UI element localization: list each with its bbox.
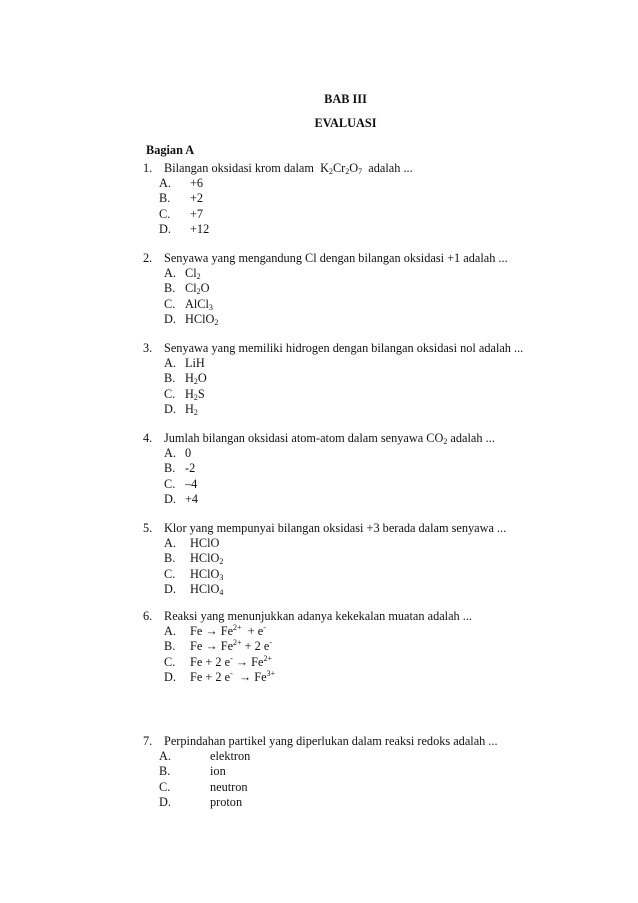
option-letter: A.	[164, 624, 176, 639]
option-letter: B.	[164, 371, 176, 386]
text-run: Fe + 2 e	[190, 654, 231, 669]
text-run: HClO	[185, 311, 215, 326]
option-letter: C.	[164, 386, 176, 401]
option-letter: B.	[164, 461, 176, 476]
option-text	[185, 356, 205, 370]
option-letter: A.	[164, 266, 176, 281]
superscript: 2+	[263, 653, 272, 663]
subscript: 2	[328, 167, 333, 176]
option-text	[185, 281, 210, 295]
text-run: + e	[241, 624, 264, 639]
text-run: Klor yang mempunyai bilangan oksidasi +3 berada dalam senyawa ...	[164, 521, 507, 535]
option-letter: A.	[164, 446, 176, 461]
text-run: +2	[190, 191, 204, 206]
option-text	[190, 536, 219, 550]
subscript: 3	[208, 302, 213, 312]
option-text	[185, 446, 191, 460]
text-run: 0	[185, 446, 192, 461]
question-6	[143, 609, 623, 685]
text-run: neutron	[210, 779, 248, 794]
superscript: -	[269, 638, 272, 648]
superscript: -	[230, 653, 233, 663]
text-run: Fe + 2 e	[190, 669, 231, 684]
text-run: Jumlah bilangan oksidasi atom-atom dalam senyawa CO	[164, 431, 444, 445]
answer-option	[143, 780, 623, 795]
option-letter: C.	[164, 476, 176, 491]
answer-option	[143, 387, 623, 402]
option-letter: B.	[164, 639, 176, 654]
question-text	[143, 161, 623, 176]
answer-option	[143, 655, 623, 670]
subscript: 2	[214, 317, 219, 327]
option-letter: C.	[164, 296, 176, 311]
answer-option	[143, 536, 623, 551]
text-run: H	[185, 401, 194, 416]
option-letter: C.	[159, 206, 171, 221]
option-letter: B.	[159, 764, 171, 779]
option-text	[210, 780, 248, 794]
subscript: 2	[219, 557, 224, 567]
text-run: proton	[210, 794, 243, 809]
subscript: 2	[193, 407, 198, 417]
text-run: Senyawa yang mengandung Cl dengan bilangan oksidasi +1 adalah ...	[164, 251, 508, 265]
option-text	[190, 655, 272, 669]
text-run: +6	[190, 176, 204, 191]
answer-option	[143, 749, 623, 764]
text-run: HClO	[190, 566, 220, 581]
answer-option	[143, 624, 623, 639]
answer-option	[143, 222, 623, 237]
answer-option	[143, 191, 623, 206]
option-text	[185, 312, 218, 326]
text-run: O	[349, 161, 359, 175]
question-text	[143, 609, 623, 624]
option-letter: D.	[164, 491, 176, 506]
text-run: +4	[185, 491, 199, 506]
option-text	[190, 567, 223, 581]
text-run: H	[185, 386, 194, 401]
text-run: Cr	[332, 161, 346, 175]
option-text	[190, 207, 203, 221]
option-letter: B.	[164, 281, 176, 296]
text-run: adalah ...	[362, 161, 413, 175]
subscript: 2	[196, 272, 201, 282]
subscript: 4	[219, 587, 224, 597]
option-text	[185, 402, 198, 416]
answer-option	[143, 670, 623, 685]
question-text	[143, 431, 623, 446]
question-text	[143, 521, 623, 536]
option-text	[210, 795, 242, 809]
question-7	[143, 734, 623, 810]
answer-option	[143, 795, 623, 810]
answer-option	[143, 492, 623, 507]
option-text	[185, 297, 213, 311]
question-5	[143, 521, 623, 597]
superscript: 2+	[233, 638, 242, 648]
option-text	[185, 461, 195, 475]
answer-option	[143, 567, 623, 582]
text-run: elektron	[210, 749, 251, 764]
text-run: Bilangan oksidasi krom dalam K	[164, 161, 329, 175]
option-letter: C.	[159, 779, 171, 794]
subscript: 2	[193, 377, 198, 387]
answer-option	[143, 477, 623, 492]
answer-option	[143, 281, 623, 296]
answer-option	[143, 764, 623, 779]
option-text	[190, 624, 266, 638]
answer-option	[143, 551, 623, 566]
answer-option	[143, 176, 623, 191]
answer-option	[143, 312, 623, 327]
subscript: 3	[219, 572, 224, 582]
option-text	[190, 551, 223, 565]
option-text	[190, 582, 223, 596]
text-run: → Fe	[232, 669, 267, 684]
option-letter: A.	[159, 749, 171, 764]
question-1	[143, 161, 623, 237]
text-run: O	[200, 281, 210, 296]
text-run: –4	[185, 476, 198, 491]
text-run: adalah ...	[447, 431, 495, 445]
option-letter: A.	[164, 536, 176, 551]
text-run: Cl	[185, 266, 197, 281]
text-run: +7	[190, 206, 204, 221]
option-text	[185, 477, 197, 491]
subscript: 2	[443, 437, 448, 446]
option-text	[210, 764, 226, 778]
answer-option	[143, 207, 623, 222]
text-run: H	[185, 371, 194, 386]
section-heading: Bagian A	[146, 143, 195, 157]
answer-option	[143, 446, 623, 461]
text-run: Cl	[185, 281, 197, 296]
question-text	[143, 251, 623, 266]
question-number: 3.	[143, 341, 153, 355]
text-run: HClO	[190, 551, 220, 566]
option-letter: D.	[159, 794, 171, 809]
answer-option	[143, 371, 623, 386]
option-letter: D.	[159, 221, 171, 236]
option-letter: A.	[164, 356, 176, 371]
text-run: Fe → Fe	[190, 624, 234, 639]
option-text	[190, 670, 275, 684]
question-number: 5.	[143, 521, 153, 535]
superscript: 2+	[233, 623, 242, 633]
question-number: 7.	[143, 734, 153, 748]
option-letter: B.	[159, 191, 171, 206]
text-run: Senyawa yang memiliki hidrogen dengan bilangan oksidasi nol adalah ...	[164, 341, 524, 355]
option-text	[190, 176, 203, 190]
option-letter: D.	[164, 401, 176, 416]
answer-option	[143, 297, 623, 312]
option-letter: D.	[164, 669, 176, 684]
option-text	[190, 639, 272, 653]
text-run: +12	[190, 221, 210, 236]
superscript: -	[230, 668, 233, 678]
text-run: ion	[210, 764, 226, 779]
subscript: 7	[358, 167, 363, 176]
text-run: LiH	[185, 356, 205, 371]
superscript: 3+	[266, 668, 276, 678]
text-run: + 2 e	[241, 639, 270, 654]
question-number: 6.	[143, 609, 153, 623]
subscript: 2	[193, 392, 198, 402]
text-run: Reaksi yang menunjukkan adanya kekekalan muatan adalah ...	[164, 609, 472, 623]
option-text	[190, 191, 203, 205]
subscript: 2	[345, 167, 350, 176]
text-run: HClO	[190, 536, 220, 551]
option-letter: D.	[164, 581, 176, 596]
option-letter: C.	[164, 566, 176, 581]
answer-option	[143, 461, 623, 476]
question-number: 4.	[143, 431, 153, 445]
text-run: AlCl	[185, 296, 209, 311]
option-text	[185, 387, 205, 401]
answer-option	[143, 402, 623, 417]
option-letter: D.	[164, 311, 176, 326]
option-text	[190, 222, 209, 236]
question-4	[143, 431, 623, 507]
answer-option	[143, 639, 623, 654]
option-letter: C.	[164, 654, 176, 669]
option-letter: B.	[164, 551, 176, 566]
page-title: EVALUASI	[314, 116, 377, 130]
text-run: -2	[185, 461, 196, 476]
question-text	[143, 734, 623, 749]
text-run: S	[197, 386, 205, 401]
question-2	[143, 251, 623, 327]
option-text	[210, 749, 250, 763]
text-run: → Fe	[232, 654, 264, 669]
text-run: O	[197, 371, 207, 386]
text-run: Perpindahan partikel yang diperlukan dalam reaksi redoks adalah ...	[164, 734, 498, 748]
subscript: 2	[196, 287, 201, 297]
answer-option	[143, 356, 623, 371]
chapter-heading: BAB III	[324, 92, 367, 106]
question-text	[143, 341, 623, 356]
option-text	[185, 371, 207, 385]
answer-option	[143, 266, 623, 281]
answer-option	[143, 582, 623, 597]
option-text	[185, 266, 201, 280]
text-run: HClO	[190, 581, 220, 596]
option-text	[185, 492, 198, 506]
question-number: 2.	[143, 251, 153, 265]
superscript: -	[263, 623, 266, 633]
question-number: 1.	[143, 161, 153, 175]
option-letter: A.	[159, 176, 171, 191]
text-run: Fe → Fe	[190, 639, 234, 654]
question-3	[143, 341, 623, 417]
